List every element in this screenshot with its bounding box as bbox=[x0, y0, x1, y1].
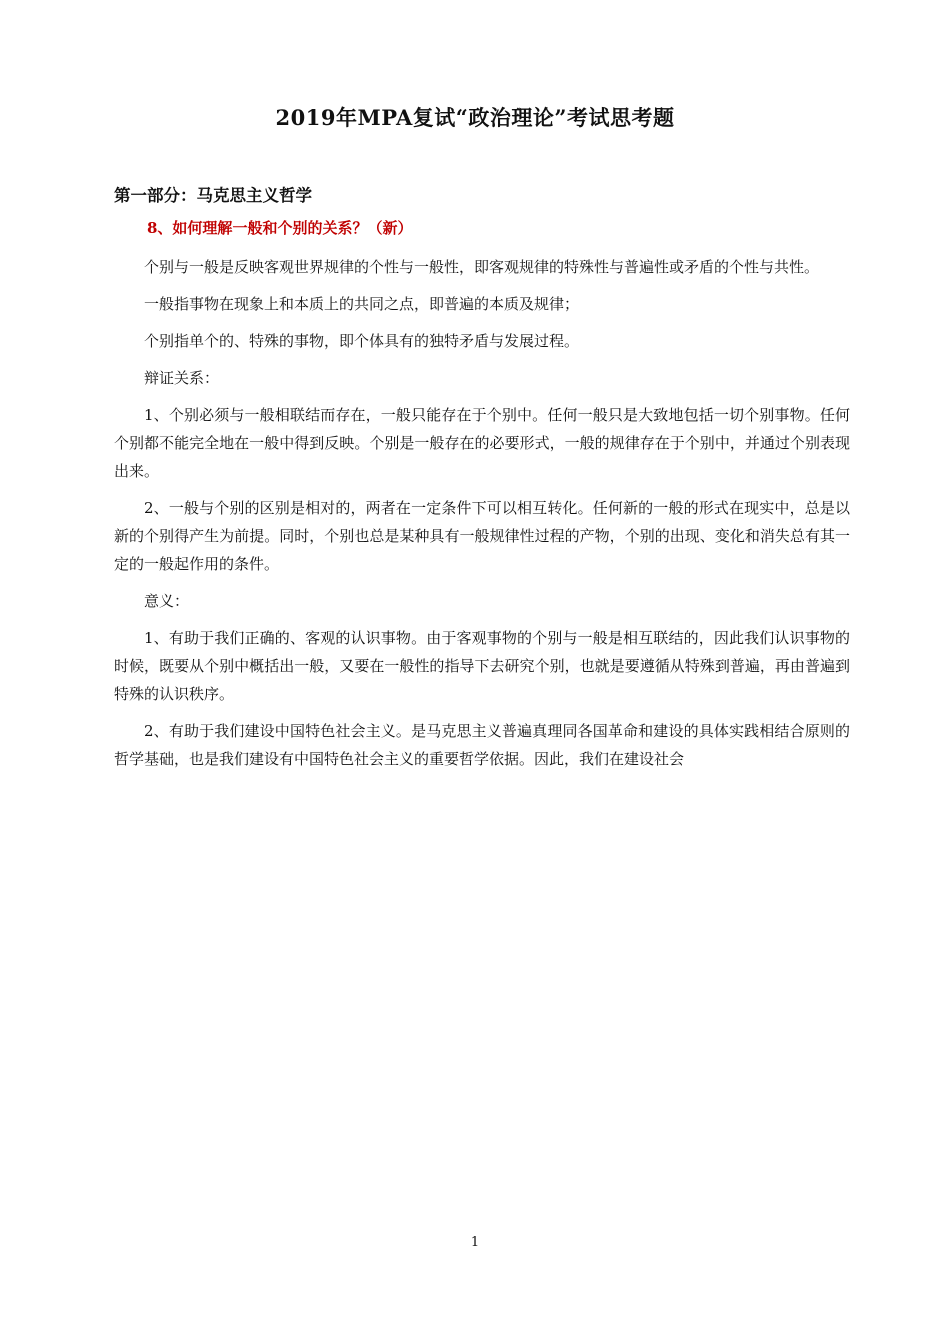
document-body bbox=[114, 253, 850, 782]
paragraph-dialectic-1: 1、个别必须与一般相联结而存在，一般只能存在于个别中。任何一般只是大致地包括一切个别事物。任何个别都不能完全地在一般中得到反映。个别是一般存在的必要形式，一般的规律存在于个别中，并通过个别表现出来。 bbox=[114, 406, 850, 480]
paragraph-significance-heading: 意义： bbox=[144, 592, 190, 610]
paragraph-individual: 个别指单个的、特殊的事物，即个体具有的独特矛盾与发展过程。 bbox=[144, 332, 580, 350]
paragraph-significance-1: 1、有助于我们正确的、客观的认识事物。由于客观事物的个别与一般是相互联结的，因此我们认识事物的时候，既要从个别中概括出一般，又要在一般性的指导下去研究个别，也就是要遵循从特殊到普遍，再由普遍到特殊的认识秩序。 bbox=[114, 629, 850, 703]
paragraph-dialectic-heading: 辩证关系： bbox=[144, 369, 220, 387]
paragraph-definition: 个别与一般是反映客观世界规律的个性与一般性，即客观规律的特殊性与普遍性或矛盾的个性与共性。 bbox=[144, 258, 820, 276]
paragraph-general: 一般指事物在现象上和本质上的共同之点，即普遍的本质及规律； bbox=[144, 295, 580, 313]
paragraph-significance-2: 2、有助于我们建设中国特色社会主义。是马克思主义普遍真理同各国革命和建设的具体实践相结合原则的哲学基础，也是我们建设有中国特色社会主义的重要哲学依据。因此，我们在建设社会 bbox=[114, 722, 850, 768]
document-title: 2019年MPA复试“政治理论”考试思考题 bbox=[275, 105, 675, 130]
paragraph-dialectic-2: 2、一般与个别的区别是相对的，两者在一定条件下可以相互转化。任何新的一般的形式在现实中，总是以新的个别得产生为前提。同时，个别也总是某种具有一般规律性过程的产物，个别的出现、变化和消失总有其一定的一般起作用的条件。 bbox=[114, 499, 850, 573]
section-heading: 第一部分：马克思主义哲学 bbox=[114, 186, 312, 205]
question-heading: 8、如何理解一般和个别的关系？（新） bbox=[147, 219, 413, 237]
page-number: 1 bbox=[470, 1235, 480, 1250]
